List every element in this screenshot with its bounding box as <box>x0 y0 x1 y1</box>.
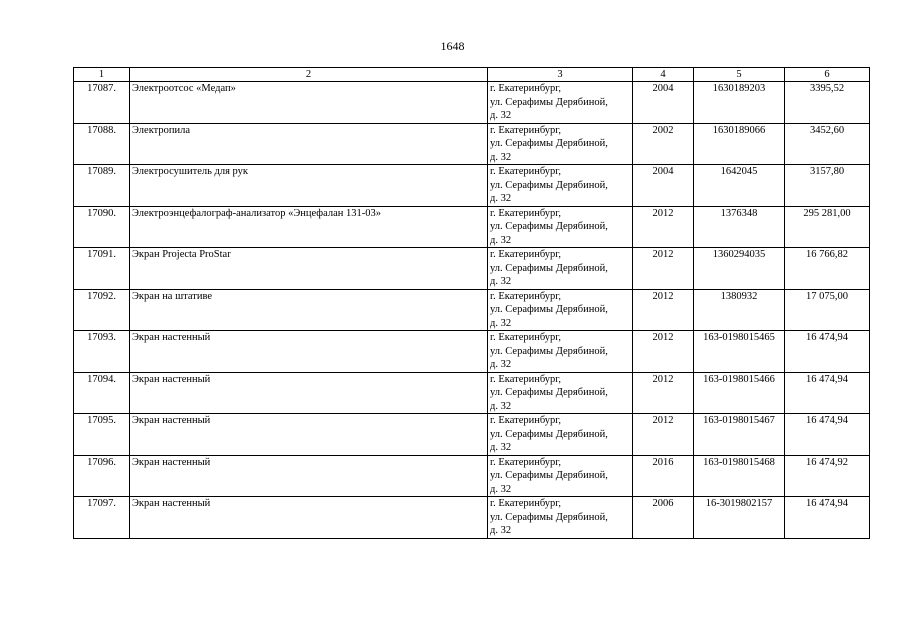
year-cell: 2012 <box>633 289 694 331</box>
year-cell: 2002 <box>633 123 694 165</box>
address-line: д. 32 <box>490 525 512 536</box>
year-cell: 2006 <box>633 497 694 539</box>
address-cell <box>488 331 633 373</box>
row-number-cell: 17096. <box>74 455 130 497</box>
row-number-cell: 17092. <box>74 289 130 331</box>
inventory-number-cell: 163-0198015465 <box>694 331 785 373</box>
row-number-cell: 17095. <box>74 414 130 456</box>
table-row <box>74 206 870 248</box>
address-line: д. 32 <box>490 359 512 370</box>
table-row <box>74 497 870 539</box>
cost-cell: 17 075,00 <box>785 289 870 331</box>
cost-cell: 16 474,94 <box>785 497 870 539</box>
item-name-cell: Экран на штативе <box>130 289 488 331</box>
property-registry-table <box>73 67 870 539</box>
address-line: ул. Серафимы Дерябиной, <box>490 262 608 274</box>
inventory-number-cell: 163-0198015467 <box>694 414 785 456</box>
inventory-number-cell: 1360294035 <box>694 248 785 290</box>
address-cell <box>488 289 633 331</box>
cost-cell: 16 474,94 <box>785 372 870 414</box>
address-line: д. 32 <box>490 234 512 246</box>
column-header-3: 3 <box>488 68 633 82</box>
item-name-cell: Электросушитель для рук <box>130 165 488 207</box>
address-line: д. 32 <box>490 110 512 121</box>
inventory-number-cell: 1630189066 <box>694 123 785 165</box>
address-line: ул. Серафимы Дерябиной, <box>490 470 608 481</box>
table-row <box>74 289 870 331</box>
item-name-cell: Экран настенный <box>130 331 488 373</box>
year-cell: 2012 <box>633 372 694 414</box>
address-line: д. 32 <box>490 193 512 204</box>
item-name-cell: Экран настенный <box>130 372 488 414</box>
address-line: г. Екатеринбург, <box>490 332 562 343</box>
inventory-number-cell: 163-0198015466 <box>694 372 785 414</box>
address-cell <box>488 123 633 165</box>
address-line: г. Екатеринбург, <box>490 166 562 177</box>
address-line: ул. Серафимы Дерябиной, <box>490 511 608 523</box>
table-row <box>74 123 870 165</box>
address-line: ул. Серафимы Дерябиной, <box>490 428 608 440</box>
address-line: ул. Серафимы Дерябиной, <box>490 304 608 315</box>
address-line: ул. Серафимы Дерябиной, <box>490 345 608 357</box>
address-cell <box>488 82 633 124</box>
page-number: 1648 <box>440 39 465 53</box>
address-line: д. 32 <box>490 442 512 453</box>
table-body <box>74 82 870 539</box>
item-name-cell: Экран настенный <box>130 455 488 497</box>
address-line: ул. Серафимы Дерябиной, <box>490 179 608 191</box>
address-line: ул. Серафимы Дерябиной, <box>490 96 608 108</box>
row-number-cell: 17097. <box>74 497 130 539</box>
cost-cell: 3395,52 <box>785 82 870 124</box>
address-line: д. 32 <box>490 483 512 495</box>
table-row <box>74 372 870 414</box>
year-cell: 2012 <box>633 331 694 373</box>
address-line: г. Екатеринбург, <box>490 207 562 219</box>
year-cell: 2012 <box>633 414 694 456</box>
year-cell: 2016 <box>633 455 694 497</box>
address-cell <box>488 497 633 539</box>
row-number-cell: 17087. <box>74 82 130 124</box>
inventory-number-cell: 1642045 <box>694 165 785 207</box>
year-cell: 2004 <box>633 165 694 207</box>
address-line: д. 32 <box>490 317 512 329</box>
column-header-5: 5 <box>694 68 785 82</box>
column-header-2: 2 <box>130 68 488 82</box>
cost-cell: 16 474,94 <box>785 414 870 456</box>
row-number-cell: 17088. <box>74 123 130 165</box>
column-header-6: 6 <box>785 68 870 82</box>
address-line: г. Екатеринбург, <box>490 373 562 385</box>
address-line: д. 32 <box>490 276 512 287</box>
address-line: г. Екатеринбург, <box>490 124 562 136</box>
address-line: г. Екатеринбург, <box>490 456 562 468</box>
row-number-cell: 17093. <box>74 331 130 373</box>
row-number-cell: 17094. <box>74 372 130 414</box>
year-cell: 2012 <box>633 206 694 248</box>
address-line: г. Екатеринбург, <box>490 83 562 94</box>
row-number-cell: 17089. <box>74 165 130 207</box>
item-name-cell: Экран Projecta ProStar <box>130 248 488 290</box>
table-row <box>74 331 870 373</box>
inventory-number-cell: 1630189203 <box>694 82 785 124</box>
item-name-cell: Электроотсос «Медап» <box>130 82 488 124</box>
item-name-cell: Электропила <box>130 123 488 165</box>
row-number-cell: 17090. <box>74 206 130 248</box>
table-row <box>74 165 870 207</box>
table-row <box>74 414 870 456</box>
row-number-cell: 17091. <box>74 248 130 290</box>
address-line: ул. Серафимы Дерябиной, <box>490 221 608 232</box>
address-cell <box>488 165 633 207</box>
address-cell <box>488 206 633 248</box>
cost-cell: 295 281,00 <box>785 206 870 248</box>
item-name-cell: Экран настенный <box>130 497 488 539</box>
item-name-cell: Экран настенный <box>130 414 488 456</box>
year-cell: 2012 <box>633 248 694 290</box>
address-line: г. Екатеринбург, <box>490 249 562 260</box>
address-cell <box>488 248 633 290</box>
address-line: д. 32 <box>490 151 512 163</box>
column-number-header-row <box>74 68 870 82</box>
cost-cell: 16 474,94 <box>785 331 870 373</box>
address-cell <box>488 414 633 456</box>
table-row <box>74 248 870 290</box>
column-header-4: 4 <box>633 68 694 82</box>
inventory-number-cell: 1380932 <box>694 289 785 331</box>
address-line: г. Екатеринбург, <box>490 290 562 302</box>
address-cell <box>488 455 633 497</box>
address-line: г. Екатеринбург, <box>490 498 562 509</box>
inventory-number-cell: 1376348 <box>694 206 785 248</box>
item-name-cell: Электроэнцефалограф-анализатор «Энцефалан 131-03» <box>130 206 488 248</box>
address-cell <box>488 372 633 414</box>
address-line: д. 32 <box>490 400 512 412</box>
column-header-1: 1 <box>74 68 130 82</box>
inventory-number-cell: 16-3019802157 <box>694 497 785 539</box>
table-row <box>74 455 870 497</box>
inventory-number-cell: 163-0198015468 <box>694 455 785 497</box>
address-line: ул. Серафимы Дерябиной, <box>490 138 608 149</box>
cost-cell: 16 474,92 <box>785 455 870 497</box>
address-line: ул. Серафимы Дерябиной, <box>490 387 608 398</box>
year-cell: 2004 <box>633 82 694 124</box>
cost-cell: 3157,80 <box>785 165 870 207</box>
address-line: г. Екатеринбург, <box>490 415 562 426</box>
cost-cell: 16 766,82 <box>785 248 870 290</box>
cost-cell: 3452,60 <box>785 123 870 165</box>
table-row <box>74 82 870 124</box>
